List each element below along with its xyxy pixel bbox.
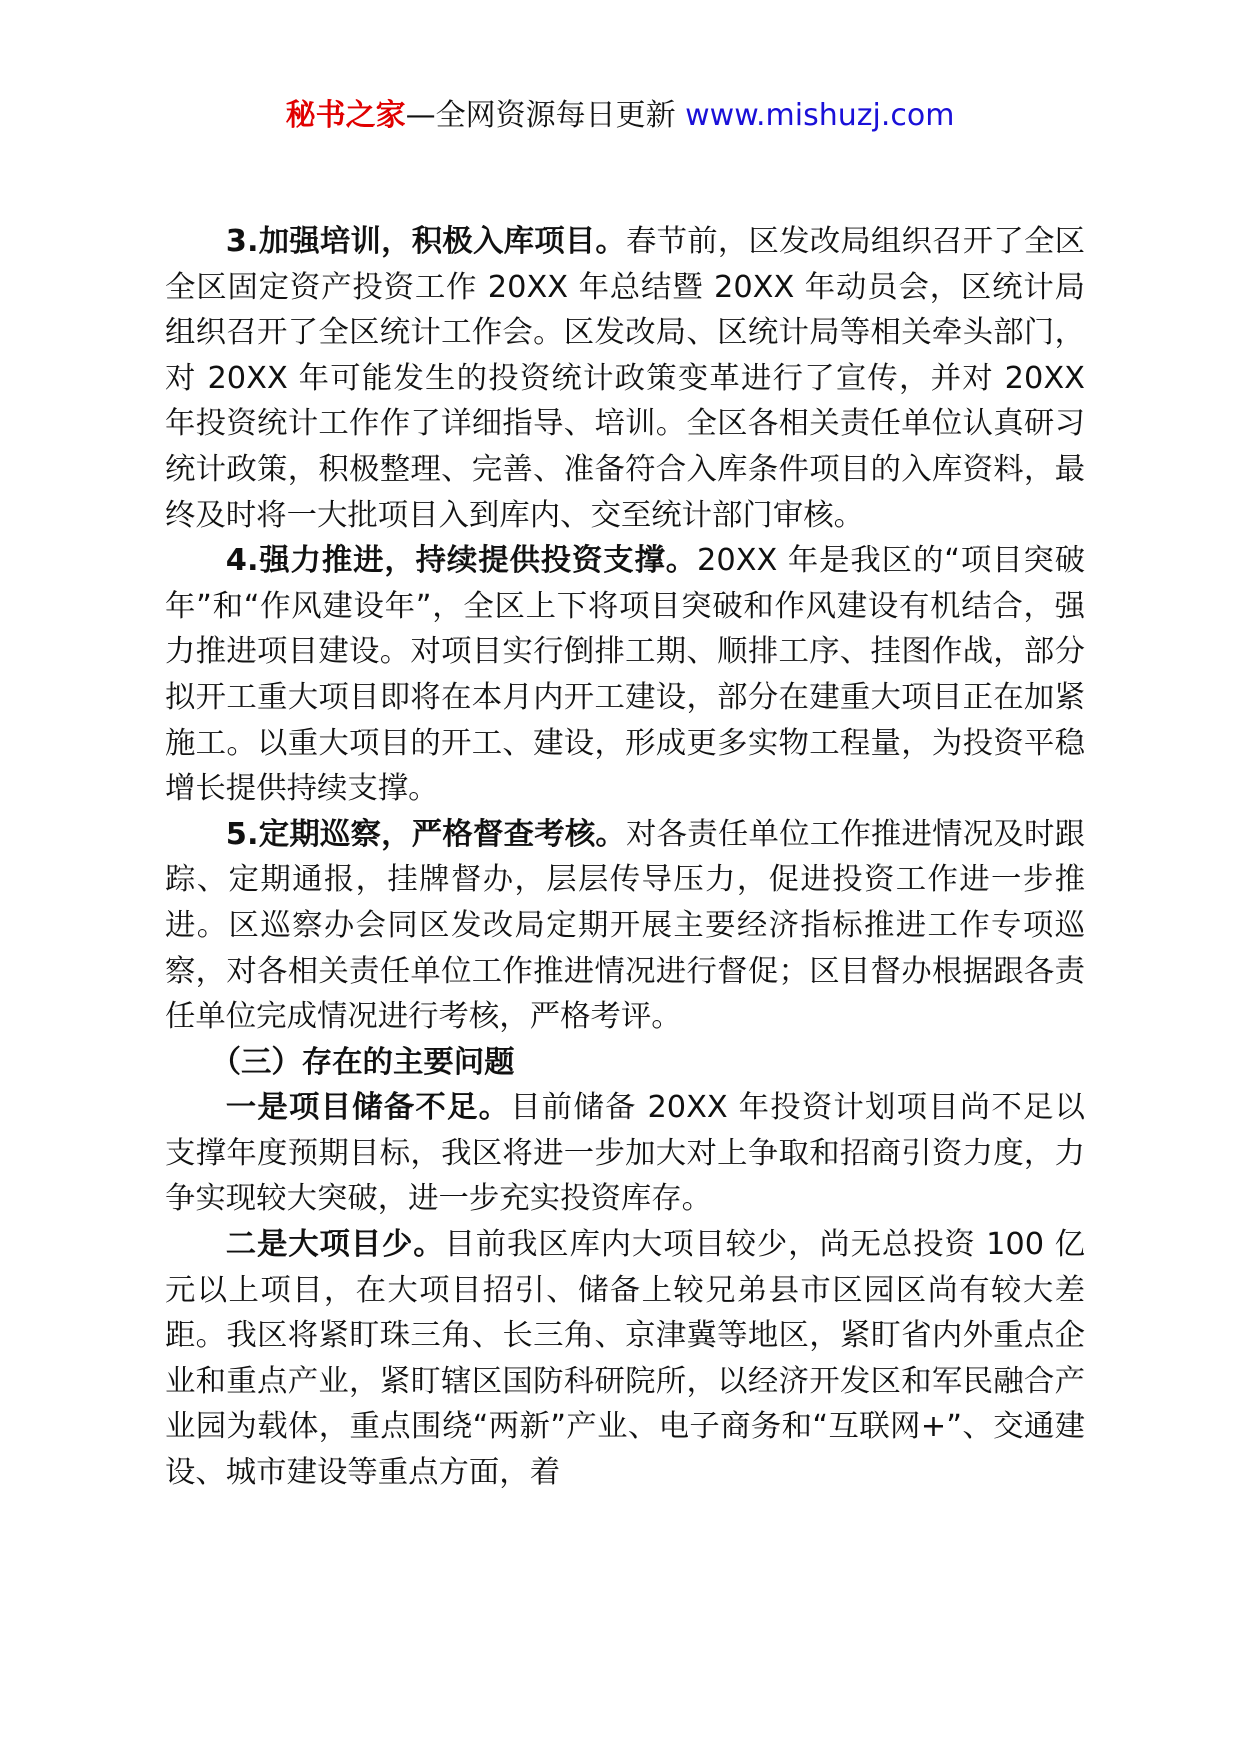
issue-lead: 一是项目储备不足。 <box>225 1090 511 1126</box>
paragraph-text: 对各责任单位工作推进情况及时跟踪、定期通报，挂牌督办，层层传导压力，促进投资工作进一步推进。区巡察办会同区发改局定期开展主要经济指标推进工作专项巡察，对各相关责任单位工作推进情况进行督促；区目督办根据跟各责任单位完成情况进行考核，严格考评。 <box>165 816 1085 1035</box>
issue-lead: 二是大项目少。 <box>225 1227 445 1263</box>
paragraph-promotion <box>165 538 1085 812</box>
paragraph-lead: 4.强力推进，持续提供投资支撑。 <box>225 543 698 579</box>
paragraph-lead: 3.加强培训，积极入库项目。 <box>225 224 627 259</box>
brand-name: 秘书之家 <box>285 98 406 133</box>
paragraph-lead: 5.定期巡察，严格督查考核。 <box>225 816 627 852</box>
section-heading: （三）存在的主要问题 <box>210 1044 515 1080</box>
document-body <box>165 219 1085 1496</box>
website-link[interactable]: www.mishuzj.com <box>685 98 955 133</box>
issue-text: 目前储备 20XX 年投资计划项目尚不足以支撑年度预期目标，我区将进一步加大对上争取和招商引资力度，力争实现较大突破，进一步充实投资库存。 <box>165 1090 1085 1217</box>
paragraph-inspection <box>165 812 1085 1040</box>
issue-reserve <box>165 1085 1085 1222</box>
issue-big-projects <box>165 1222 1085 1496</box>
paragraph-text: 春节前，区发改局组织召开了全区全区固定资产投资工作 20XX 年总结暨 20XX 年动员会，区统计局组织召开了全区统计工作会。区发改局、区统计局等相关牵头部门，对 20XX 年可能发生的投资统计政策变革进行了宣传，并对 20XX 年投资统计工作作了详细指导、培训。全区各相关责任单位认真研习统计政策，积极整理、完善、准备符合入库条件项目的入库资料，最终及时将一大批项目入到库内、交至统计部门审核。 <box>165 224 1085 533</box>
header-tagline: —全网资源每日更新 <box>405 98 686 133</box>
paragraph-text: 20XX 年是我区的“项目突破年”和“作风建设年”，全区上下将项目突破和作风建设有机结合，强力推进项目建设。对项目实行倒排工期、顺排工序、挂图作战，部分拟开工重大项目即将在本月内开工建设，部分在建重大项目正在加紧施工。以重大项目的开工、建设，形成更多实物工程量，为投资平稳增长提供持续支撑。 <box>165 543 1085 807</box>
issue-text: 目前我区库内大项目较少，尚无总投资 100 亿元以上项目，在大项目招引、储备上较兄弟县市区园区尚有较大差距。我区将紧盯珠三角、长三角、京津冀等地区，紧盯省内外重点企业和重点产业，紧盯辖区国防科研院所，以经济开发区和军民融合产业园为载体，重点围绕“两新”产业、电子商务和“互联网+”、交通建设、城市建设等重点方面，着 <box>165 1227 1085 1491</box>
page-header <box>0 96 1240 136</box>
paragraph-training <box>165 219 1085 538</box>
